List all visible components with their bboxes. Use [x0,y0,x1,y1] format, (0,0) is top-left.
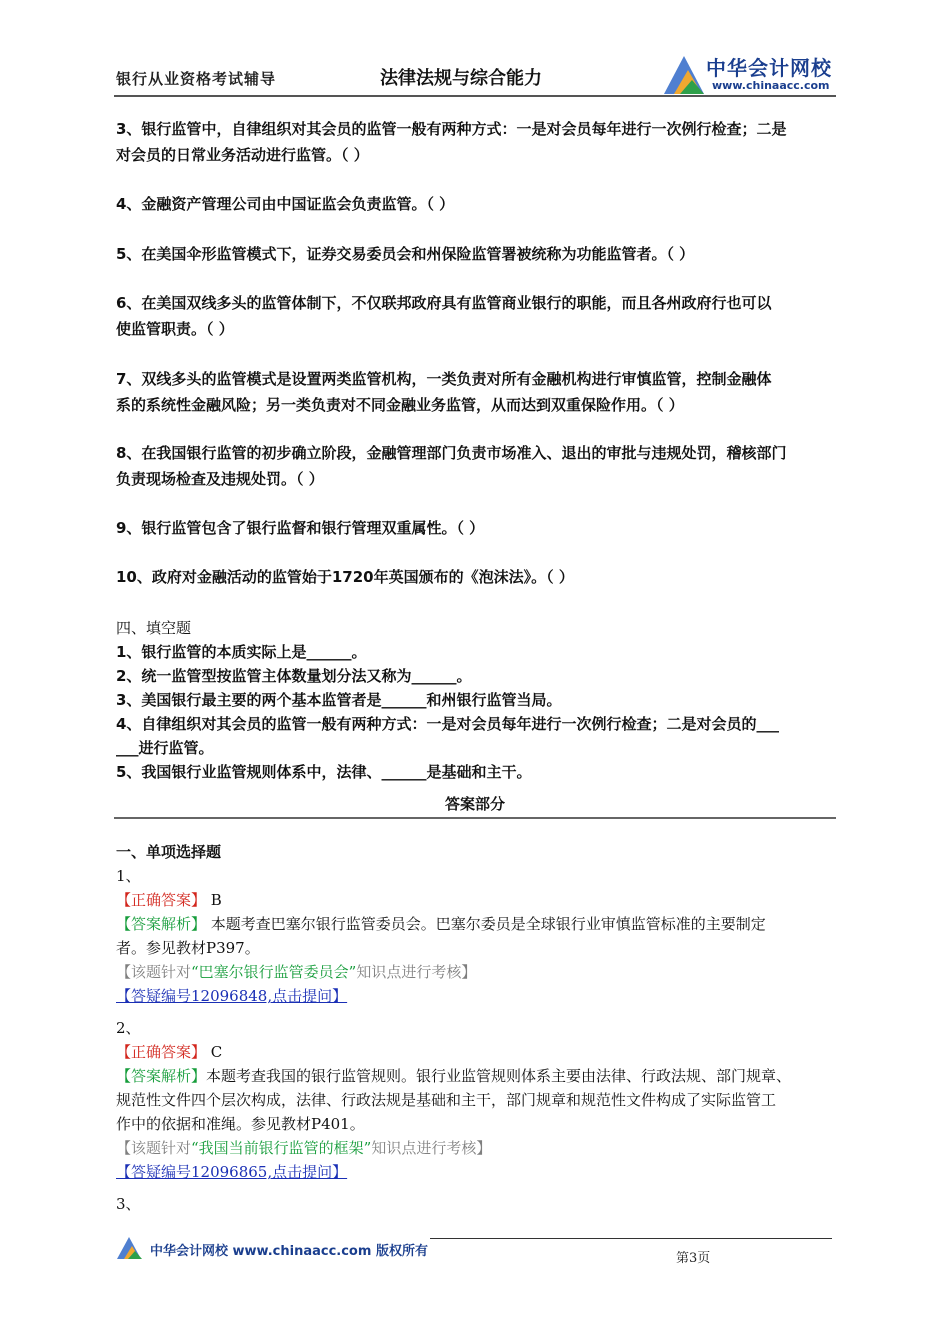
header-subject: 法律法规与综合能力 [380,68,542,89]
question-9: 9、银行监管包含了银行监督和银行管理双重属性。（ ） [116,519,485,537]
header-course-name: 银行从业资格考试辅导 [116,70,277,88]
answers-divider [114,817,836,819]
answer-item-1: 1、 【正确答案】 B 【答案解析】 本题考查巴塞尔银行监管委员会。巴塞尔委员是全球银行业审慎监管标准的主要制定 者。参见教材P397。 【该题针对“巴塞尔银行监管委员会”知识点进行考核】 【答疑编号12096848,点击提问】 [116,864,838,1008]
correct-answer-label: 【正确答案】 [116,1043,207,1061]
topic-note: 【该题针对“我国当前银行监管的框架”知识点进行考核】 [116,1139,492,1157]
footer-copyright: 中华会计网校 www.chinaacc.com 版权所有 [150,1244,428,1259]
fill-item: 4、自律组织对其会员的监管一般有两种方式：一是对会员每年进行一次例行检查；二是对会员的___ [116,715,779,733]
correct-answer-value: B [206,891,222,909]
fill-section-items [116,640,838,784]
question-6: 6、在美国双线多头的监管体制下，不仅联邦政府具有监管商业银行的职能，而且各州政府行也可以 使监管职责。（ ） [116,294,772,338]
question-3: 3、银行监管中，自律组织对其会员的监管一般有两种方式：一是对会员每年进行一次例行检查；二是 对会员的日常业务活动进行监管。（ ） [116,120,787,164]
fill-item: 5、我国银行业监管规则体系中，法律、______是基础和主干。 [116,763,532,781]
footer-logo-icon [116,1234,146,1260]
question-10: 10、政府对金融活动的监管始于1720年英国颁布的《泡沫法》。（ ） [116,568,574,586]
correct-answer-value: C [206,1043,223,1061]
topic-note: 【该题针对“巴塞尔银行监管委员会”知识点进行考核】 [116,963,477,981]
question-4: 4、金融资产管理公司由中国证监会负责监管。（ ） [116,195,455,213]
answer-item-3: 3、 [116,1195,141,1213]
question-8: 8、在我国银行监管的初步确立阶段，金融管理部门负责市场准入、退出的审批与违规处罚，稽核部门 负责现场检查及违规处罚。（ ） [116,444,787,488]
answer-item-2: 2、 【正确答案】 C 【答案解析】本题考查我国的银行监管规则。银行业监管规则体系主要由法律、行政法规、部门规章、 规范性文件四个层次构成，法律、行政法规是基础和主干，部门规章和规范性文件构成了实际监管工 作中的依据和准绳。参见教材P401。 【该题针对“我国当前银行监管的框架”知识点进行考核】 【答疑编号12096865,点击提问】 [116,1016,838,1184]
question-link[interactable]: 【答疑编号12096865,点击提问】 [116,1163,348,1181]
question-link[interactable]: 【答疑编号12096848,点击提问】 [116,987,348,1005]
logo-url: www.chinaacc.com [712,79,830,92]
analysis-label: 【答案解析】 [116,915,207,933]
question-7: 7、双线多头的监管模式是设置两类监管机构，一类负责对所有金融机构进行审慎监管，控制金融体 系的系统性金融风险；另一类负责对不同金融业务监管，从而达到双重保险作用。（ ） [116,370,772,414]
fill-item: 2、统一监管型按监管主体数量划分法又称为______。 [116,667,472,685]
footer-divider [430,1238,832,1239]
logo-name: 中华会计网校 [706,56,832,80]
fill-item: 3、美国银行最主要的两个基本监管者是______和州银行监管当局。 [116,691,562,709]
correct-answer-label: 【正确答案】 [116,891,207,909]
analysis-label: 【答案解析】 [116,1067,207,1085]
question-5: 5、在美国伞形监管模式下，证券交易委员会和州保险监管署被统称为功能监管者。（ ） [116,245,695,263]
answers-section-title: 一、单项选择题 [116,843,222,861]
answers-title: 答案部分 [444,795,505,813]
fill-section-title: 四、填空题 [116,619,192,637]
fill-item: 1、银行监管的本质实际上是______。 [116,643,367,661]
header-divider [114,95,836,97]
fill-item: ___进行监管。 [116,739,214,757]
page-number: 第3页 [676,1251,711,1266]
